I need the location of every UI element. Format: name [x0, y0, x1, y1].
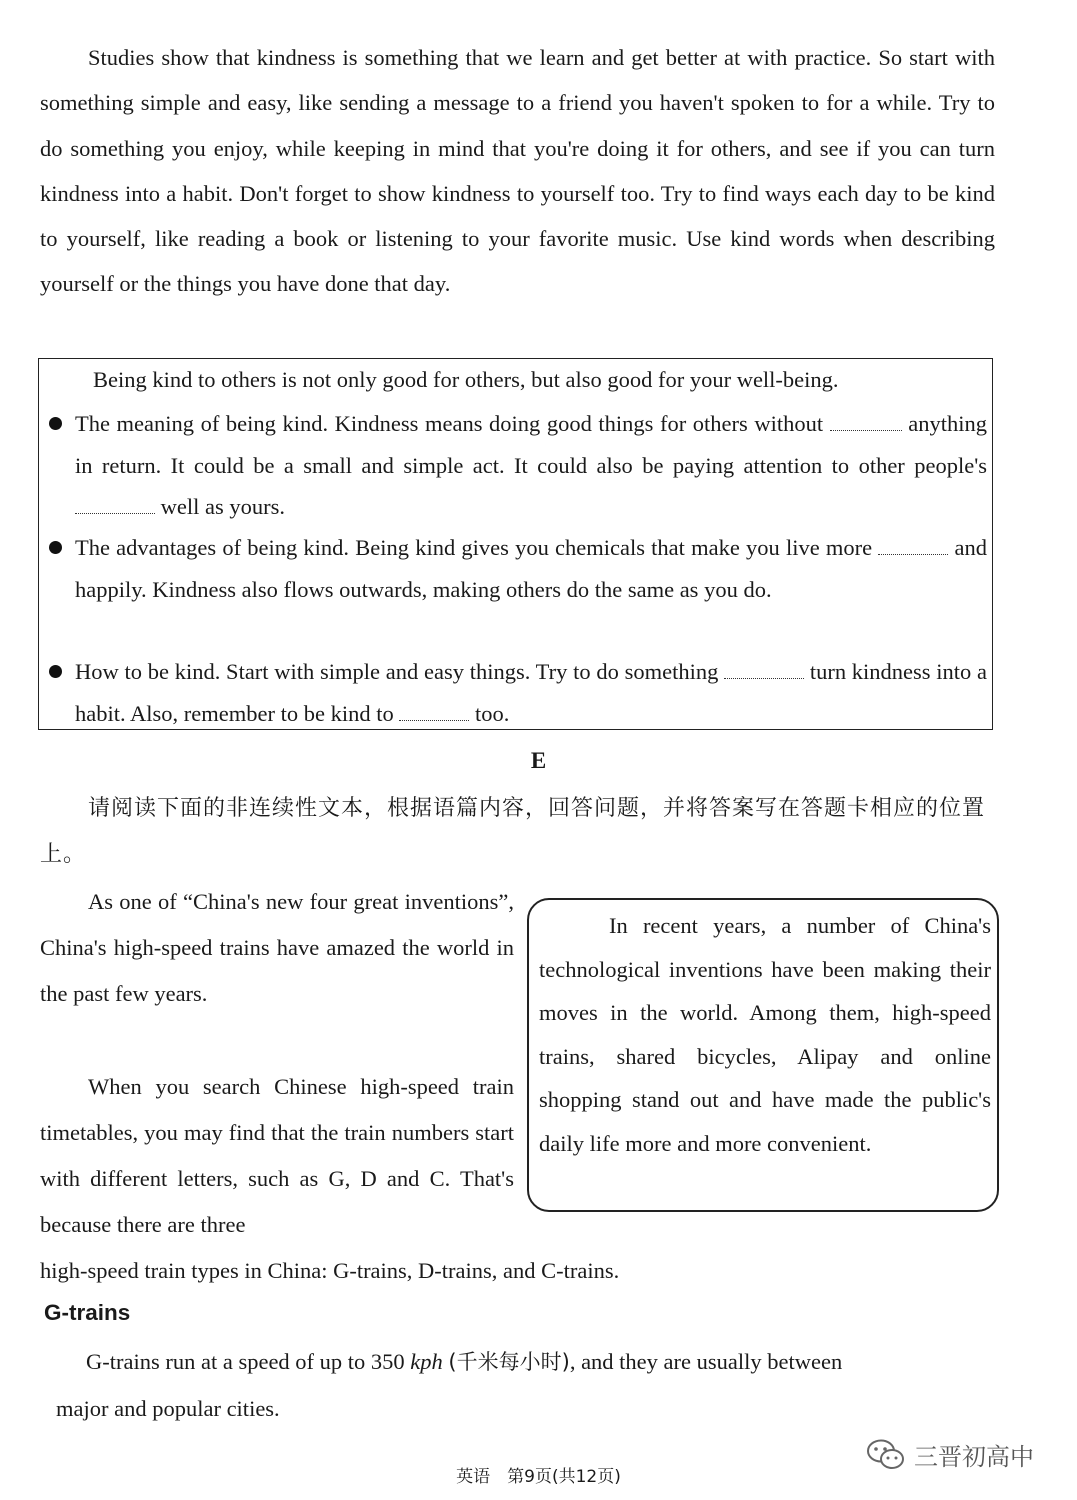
answer-blank-5[interactable] [399, 702, 469, 721]
answer-blank-3[interactable] [878, 536, 948, 555]
info-box [527, 898, 999, 1212]
g-trains-text-pre: G-trains run at a speed of up to 350 [86, 1349, 405, 1374]
g-trains-text-post: , and they are usually between [569, 1349, 843, 1374]
answer-blank-4[interactable] [724, 660, 804, 679]
wechat-icon [866, 1438, 906, 1472]
watermark-text: 三晋初高中 [914, 1443, 1034, 1471]
summary-bullet-how [49, 651, 987, 734]
summary-bullet-advantages [49, 527, 987, 610]
summary-intro: Being kind to others is not only good for others, but also good for your well-being. [93, 367, 839, 392]
g-trains-text [86, 1347, 842, 1377]
watermark [866, 1437, 1034, 1472]
train-types-line: high-speed train types in China: G-trains, D-trains, and C-trains. [40, 1258, 620, 1283]
bullet-text: well as yours. [160, 494, 285, 519]
bullet-text: turn kindness into a habit. Also, remember to be kind to [75, 659, 988, 726]
passage-paragraph: Studies show that kindness is something that we learn and get better at with practice. So start with something simple and easy, like sending a message to a friend you haven't spoken to for a while. Try to do something you enjoy, while keeping in mind that you're doing it for others, and see if you can turn kindness into a habit. Don't forget to show kindness to yourself too. Try to find ways each day to be kind to yourself, like reading a book or listening to your favorite music. Use kind words when describing yourself or the things you have done that day. [40, 45, 995, 297]
bullet-text: The meaning of being kind. Kindness means doing good things for others without [75, 411, 824, 436]
subheading-g-trains: G-trains [44, 1300, 131, 1325]
bullet-text: How to be kind. Start with simple and easy things. Try to do something [75, 659, 719, 684]
g-trains-text-line2: major and popular cities. [56, 1396, 280, 1421]
bullet-dot-icon [49, 417, 62, 430]
answer-blank-2[interactable] [75, 495, 155, 514]
section-instruction: 请阅读下面的非连续性文本，根据语篇内容，回答问题，并将答案写在答题卡相应的位置上。 [40, 796, 986, 867]
summary-bullet-meaning [49, 403, 987, 528]
answer-blank-1[interactable] [830, 412, 902, 431]
bullet-text: The advantages of being kind. Being kind gives you chemicals that make you live more [75, 535, 873, 560]
timetable-paragraph: When you search Chinese high-speed train timetables, you may find that the train numbers start with different letters, such as G, D and C. That's because there are three [40, 1074, 514, 1237]
bullet-dot-icon [49, 541, 62, 554]
speed-unit-cn: (千米每小时) [448, 1350, 570, 1374]
section-heading: E [530, 748, 547, 773]
bullet-text: too. [474, 700, 510, 726]
bullet-text: anything in return. It could be a small and simple act. It could also be paying attention to other people's [75, 411, 988, 478]
page-footer: 英语 第9页(共12页) [456, 1467, 621, 1487]
summary-box [38, 358, 993, 730]
bullet-text: and happily. Kindness also flows outwards, making others do the same as you do. [75, 535, 988, 602]
info-box-text: In recent years, a number of China's technological inventions have been making their moves in the world. Among them, high-speed trains, shared bicycles, Alipay and online shopping stand out and have made the public's daily life more and more convenient. [539, 913, 991, 1156]
intro-paragraph: As one of “China's new four great inventions”, China's high-speed trains have amazed the world in the past few years. [40, 889, 514, 1006]
speed-unit: kph [410, 1349, 443, 1374]
bullet-dot-icon [49, 665, 62, 678]
